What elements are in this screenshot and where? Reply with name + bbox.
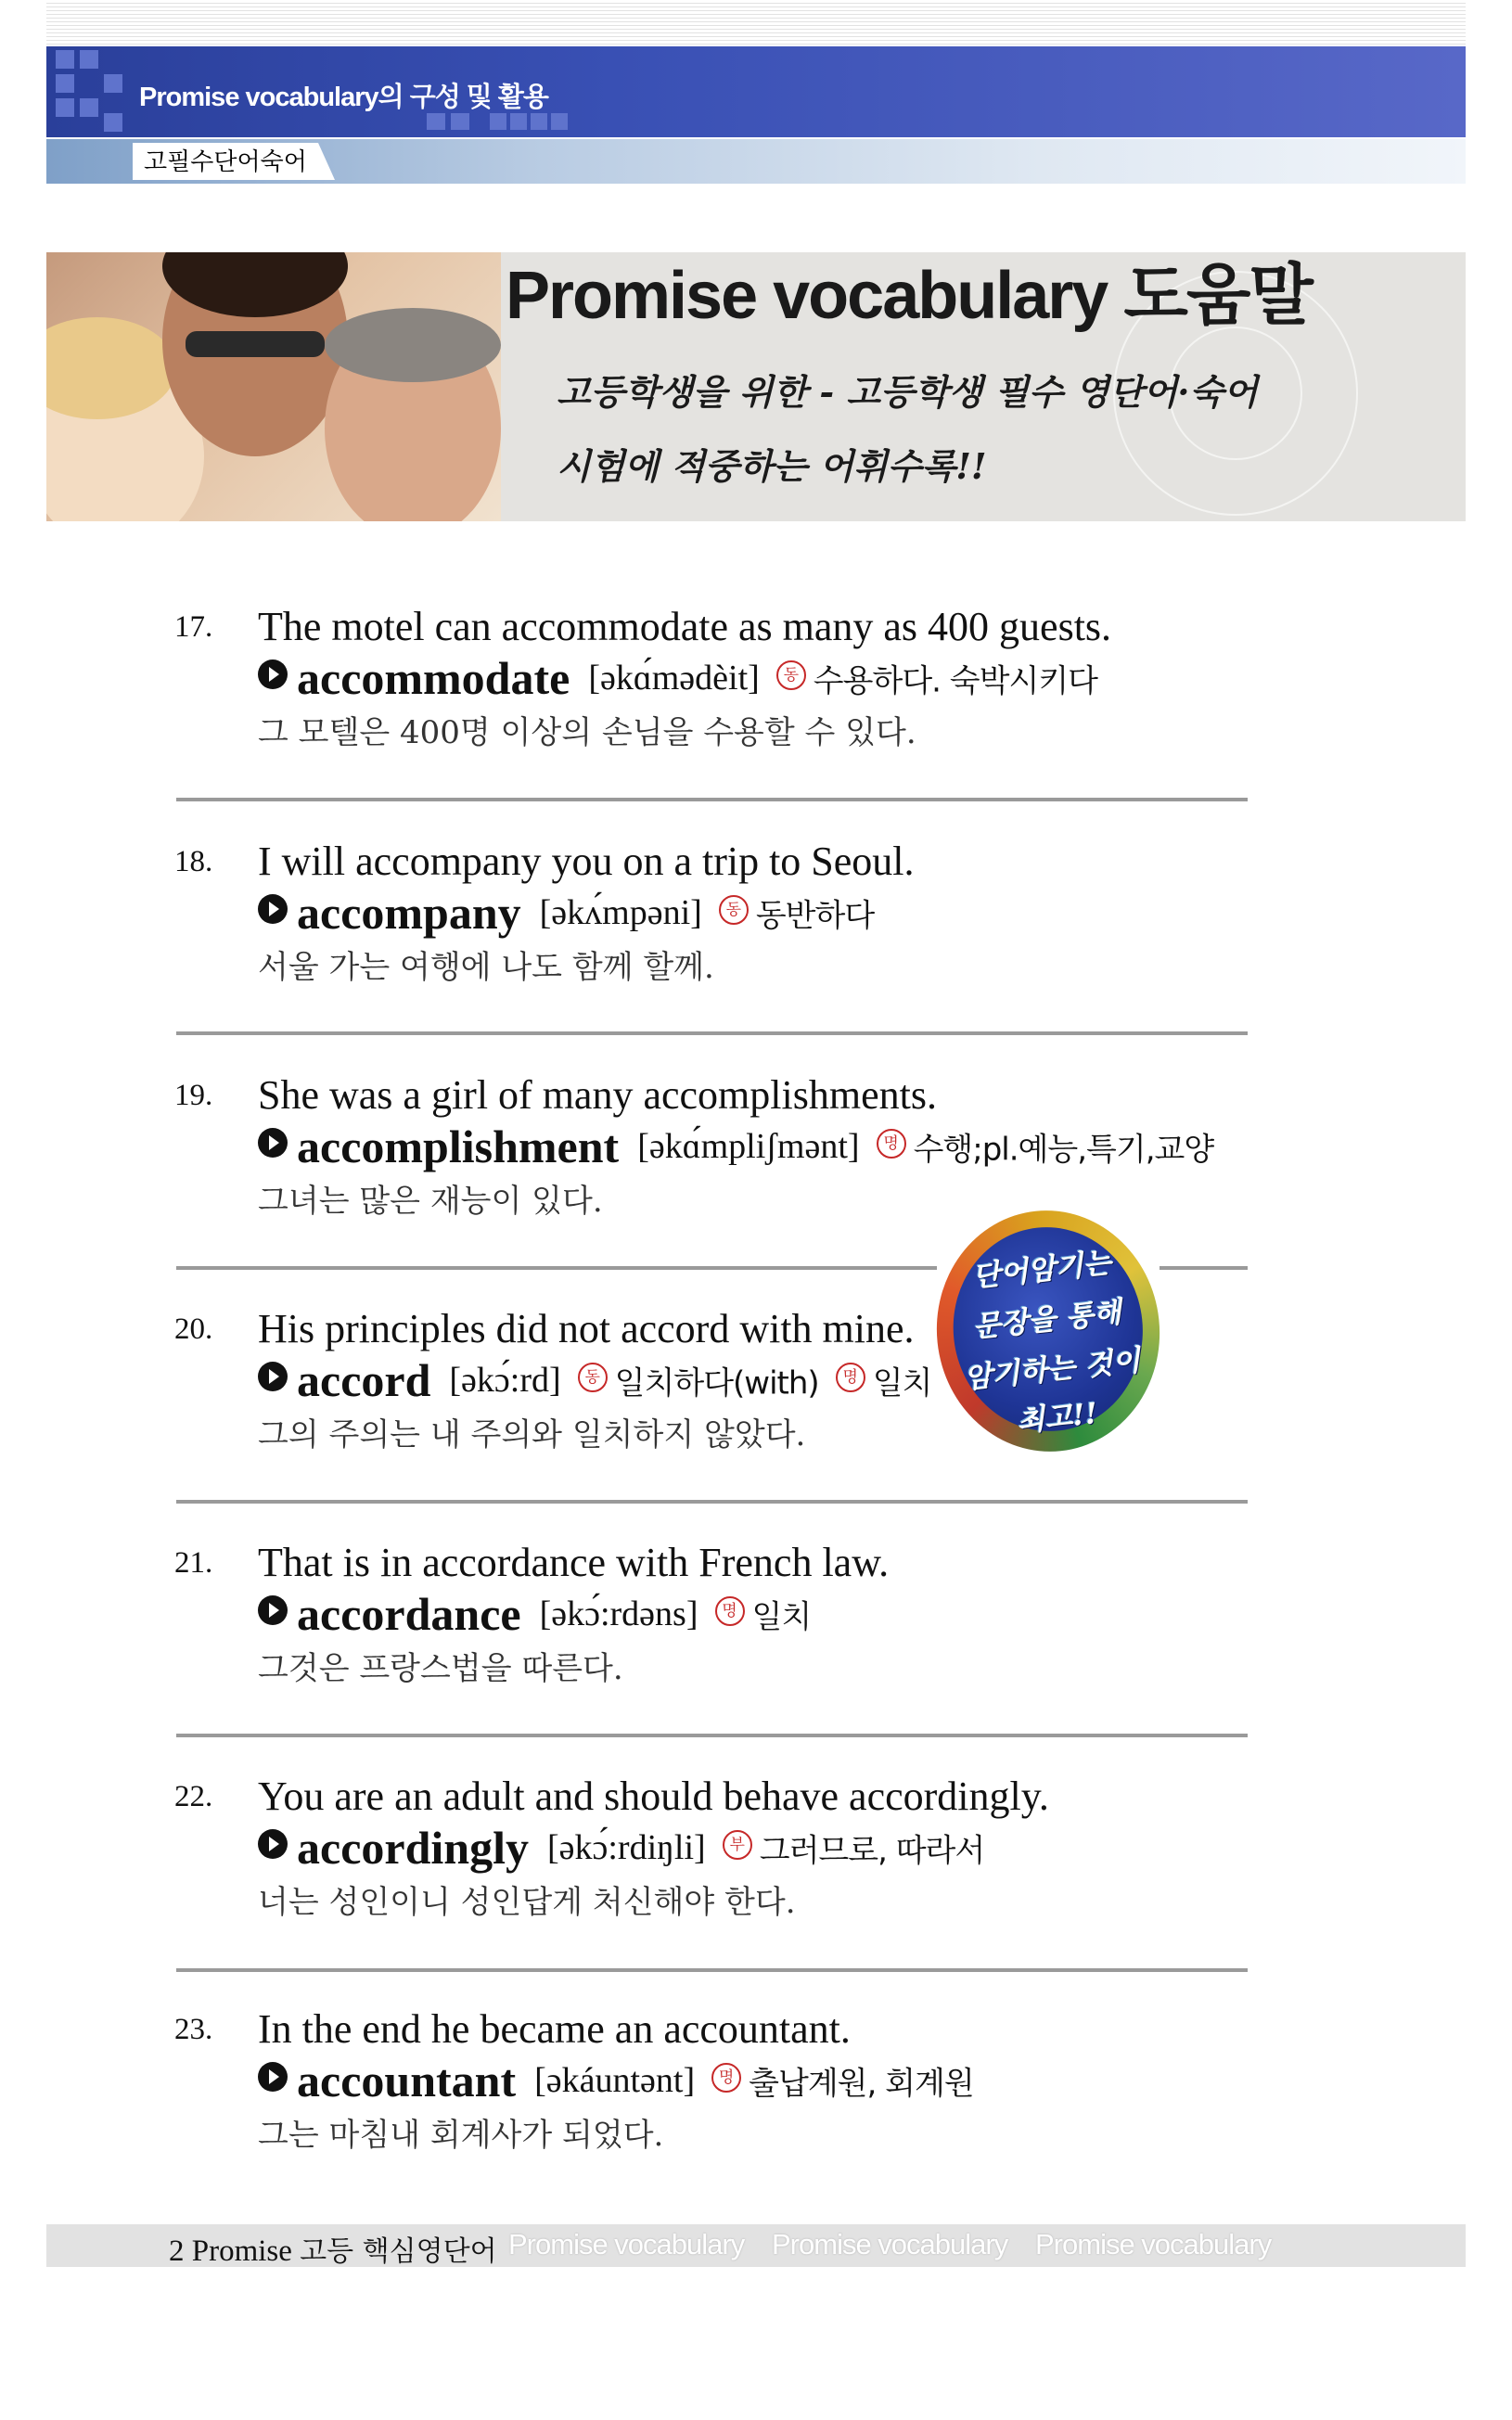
entry-number: 23. xyxy=(174,2013,213,2046)
decor-square xyxy=(56,50,74,69)
divider xyxy=(176,1266,937,1270)
vocab-word: accomplishment xyxy=(297,1120,620,1172)
footer-watermark: Promise vocabulary xyxy=(772,2228,1008,2260)
korean-translation: 그는 마침내 회계사가 되었다. xyxy=(258,2117,664,2154)
vocab-word: accompany xyxy=(297,887,521,939)
footer-watermark: Promise vocabulary xyxy=(508,2228,745,2260)
decor-square xyxy=(80,50,98,69)
tip-line: 최고!! xyxy=(1015,1397,1100,1439)
phonetic: [əkɔ́:rdəns] xyxy=(539,1594,698,1633)
arrow-circle-icon xyxy=(258,1362,288,1391)
decor-square xyxy=(510,113,527,130)
entry-sentence: I will accompany you on a trip to Seoul. xyxy=(258,839,915,884)
word-meaning: 동반하다 xyxy=(755,897,875,935)
arrow-circle-icon xyxy=(258,1595,288,1625)
entry-number: 19. xyxy=(174,1079,213,1112)
phonetic: [əkáuntənt] xyxy=(534,2061,696,2100)
entry-sentence: In the end he became an accountant. xyxy=(258,2006,851,2052)
divider xyxy=(176,1031,1248,1035)
vocab-word: accordance xyxy=(297,1588,521,1640)
word-line xyxy=(258,2054,974,2106)
word-line xyxy=(258,1353,931,1405)
top-rule xyxy=(46,0,1466,45)
page-number: 2 xyxy=(169,2234,185,2268)
korean-translation: 그녀는 많은 재능이 있다. xyxy=(258,1183,603,1220)
arrow-circle-icon xyxy=(258,659,288,689)
person-grey-hair-top xyxy=(325,308,501,382)
phonetic: [əkʌ́mpəni] xyxy=(539,893,702,932)
sub-band xyxy=(46,139,1466,184)
entry-sentence: His principles did not accord with mine. xyxy=(258,1306,915,1351)
decor-square xyxy=(104,113,122,132)
word-meaning: 그러므로, 따라서 xyxy=(759,1832,985,1870)
footer-label xyxy=(169,2228,497,2269)
tip-line: 문장을 통해 xyxy=(971,1295,1123,1345)
korean-translation: 그것은 프랑스법을 따른다. xyxy=(258,1650,623,1687)
sunglasses-icon xyxy=(186,331,325,357)
word-meaning: 일치하다(with) xyxy=(614,1364,819,1402)
tip-badge xyxy=(925,1199,1172,1463)
vocab-word: accordingly xyxy=(297,1822,529,1874)
footer-brand: Promise xyxy=(191,2234,292,2268)
entry-number: 20. xyxy=(174,1312,213,1346)
hero-title: Promise vocabulary 도움말 xyxy=(506,259,1312,333)
entry-sentence: She was a girl of many accomplishments. xyxy=(258,1072,937,1118)
decor-square xyxy=(56,98,74,117)
word-meaning: 수용하다. 숙박시키다 xyxy=(813,662,1098,700)
pos-badge: 부 xyxy=(723,1830,752,1860)
divider xyxy=(176,798,1248,801)
vocab-word: accountant xyxy=(297,2055,517,2106)
decor-square xyxy=(80,98,98,117)
decor-square xyxy=(104,74,122,93)
decor-square xyxy=(531,113,547,130)
footer-watermark: Promise vocabulary xyxy=(1035,2228,1272,2260)
word-meaning-2: 일치 xyxy=(872,1364,932,1402)
decor-square xyxy=(427,113,445,130)
decor-square xyxy=(56,74,74,93)
phonetic: [əkɑ́mpliʃmənt] xyxy=(637,1127,860,1166)
pos-badge: 동 xyxy=(719,895,749,925)
entry-sentence: That is in accordance with French law. xyxy=(258,1540,890,1585)
entry-number: 17. xyxy=(174,610,213,644)
entry-number: 18. xyxy=(174,845,213,878)
entry-sentence: You are an adult and should behave accordingly. xyxy=(258,1773,1049,1819)
word-meaning: 출납계원, 회계원 xyxy=(749,2065,974,2103)
pos-badge-2: 명 xyxy=(836,1363,865,1392)
word-line xyxy=(258,651,1097,703)
word-line xyxy=(258,1587,811,1639)
korean-translation: 서울 가는 여행에 나도 함께 할께. xyxy=(258,949,714,986)
header-tab[interactable]: 고필수단어숙어 xyxy=(133,143,318,180)
pos-badge: 명 xyxy=(715,1596,745,1626)
pos-badge: 명 xyxy=(711,2063,741,2093)
header-band xyxy=(46,46,1466,137)
divider xyxy=(1160,1266,1248,1270)
hero-banner xyxy=(46,252,1466,521)
decor-square xyxy=(551,113,568,130)
word-meaning: 수행;pl.예능,특기,교양 xyxy=(913,1131,1214,1169)
word-line xyxy=(258,886,874,938)
arrow-circle-icon xyxy=(258,1128,288,1158)
pos-badge: 명 xyxy=(877,1129,906,1159)
hero-photo xyxy=(46,252,501,521)
hero-subtitle-2: 시험에 적중하는 어휘수록!! xyxy=(557,445,987,487)
divider xyxy=(176,1500,1248,1504)
phonetic: [əkɑ́mədèit] xyxy=(588,659,760,698)
arrow-circle-icon xyxy=(258,2062,288,2092)
arrow-circle-icon xyxy=(258,1829,288,1859)
vocab-word: accord xyxy=(297,1354,431,1406)
korean-translation: 너는 성인이니 성인답게 처신해야 한다. xyxy=(258,1884,796,1921)
header-title: Promise vocabulary의 구성 및 활용 xyxy=(139,83,548,112)
divider xyxy=(176,1968,1248,1972)
tip-line: 단어암기는 xyxy=(970,1246,1113,1295)
korean-translation: 그의 주의는 내 주의와 일치하지 않았다. xyxy=(258,1416,806,1453)
word-meaning: 일치 xyxy=(751,1598,812,1636)
phonetic: [əkɔ́:rd] xyxy=(449,1361,561,1400)
phonetic: [əkɔ́:rdiŋli] xyxy=(546,1828,706,1867)
decor-square xyxy=(451,113,469,130)
arrow-circle-icon xyxy=(258,894,288,924)
footer-subtitle: 고등 핵심영단어 xyxy=(300,2235,497,2268)
divider xyxy=(176,1734,1248,1737)
tip-line: 암기하는 것이 xyxy=(962,1343,1142,1396)
entry-number: 21. xyxy=(174,1546,213,1580)
vocab-word: accommodate xyxy=(297,652,570,704)
entry-sentence: The motel can accommodate as many as 400 guests. xyxy=(258,604,1112,649)
korean-translation: 그 모텔은 400명 이상의 손님을 수용할 수 있다. xyxy=(258,714,916,751)
entry-number: 22. xyxy=(174,1780,213,1813)
pos-badge: 동 xyxy=(578,1363,608,1392)
word-line xyxy=(258,1821,984,1873)
hero-subtitle-1: 고등학생을 위한 - 고등학생 필수 영단어·숙어 xyxy=(557,371,1258,413)
pos-badge: 동 xyxy=(776,660,806,690)
decor-square xyxy=(490,113,506,130)
word-line xyxy=(258,1120,1213,1172)
